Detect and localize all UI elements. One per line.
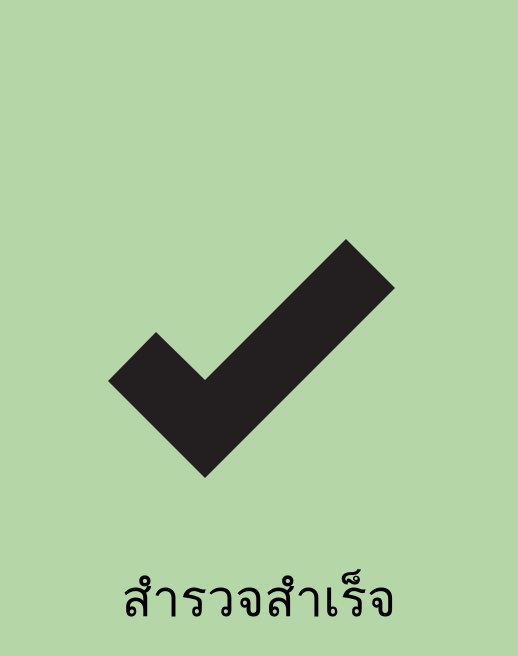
check-icon bbox=[108, 239, 396, 479]
success-message: สำรวจสำเร็จ bbox=[121, 570, 397, 628]
